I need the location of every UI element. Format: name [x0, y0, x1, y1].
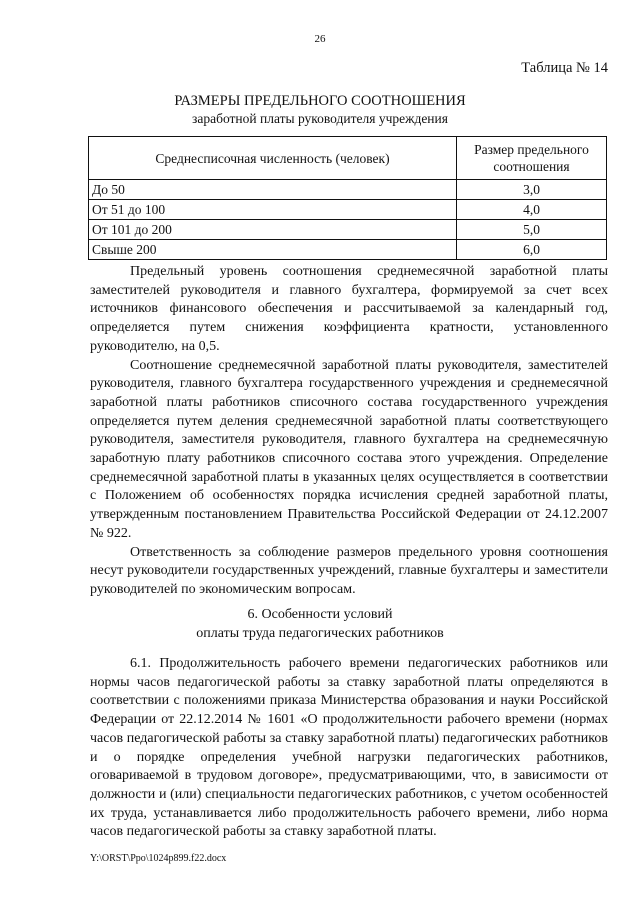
- row-range: От 101 до 200: [89, 220, 457, 240]
- file-path-footer: Y:\ORST\Ppo\1024p899.f22.docx: [90, 853, 227, 864]
- row-value: 6,0: [457, 240, 607, 260]
- table-row: [89, 220, 607, 240]
- table-row: [89, 180, 607, 200]
- paragraph-ratio-calculation: Соотношение среднемесячной заработной платы руководителя, заместителей руководителя, главного бухгалтера государственного учреждения и среднемесячной заработной платы работников списочного состава государственного учреждения определяется путем деления среднемесячной заработной платы соответствующего руководителя, заместителя руководителя, главного бухгалтера на среднемесячную заработную плату работников списочного состава этого учреждения. Определение среднемесячной заработной платы в указанных целях осуществляется в соответствии с Положением об особенностях порядка исчисления средней заработной платы, утвержденным постановлением Правительства Российской Федерации от 24.12.2007 № 922.: [90, 357, 608, 541]
- paragraph-6-1: 6.1. Продолжительность рабочего времени педагогических работников или нормы часов педагогической работы за ставку заработной платы определяются в соответствии с положениями приказа Министерства образования и науки Российской Федерации от 22.12.2014 № 1601 «О продолжительности рабочего времени (нормах часов педагогической работы за ставку заработной платы) педагогических работников и о порядке определения учебной нагрузки педагогических работников, оговариваемой в трудовом договоре», предусматривающими, что, в зависимости от должности и (или) специальности педагогических работников, с учетом особенностей их труда, устанавливается либо продолжительность рабочего времени, либо норма часов педагогической работы за ставку заработной платы.: [90, 656, 608, 840]
- row-value: 5,0: [457, 220, 607, 240]
- row-value: 4,0: [457, 200, 607, 220]
- header-ratio: Размер предельного соотношения: [457, 137, 607, 180]
- row-value: 3,0: [457, 180, 607, 200]
- row-range: От 51 до 100: [89, 200, 457, 220]
- page-number: 26: [314, 33, 326, 45]
- paragraph-deputy-ratio: Предельный уровень соотношения среднемесячной заработной платы заместителей руководителя и главного бухгалтера, формируемой за счет всех источников финансового обеспечения и рассчитываемой за календарный год, определяется путем снижения коэффициента кратности, установленного руководителю, на 0,5.: [90, 264, 608, 354]
- section-body: [90, 655, 608, 842]
- header-headcount: Среднесписочная численность (человек): [89, 137, 457, 180]
- table-label: Таблица № 14: [521, 60, 608, 76]
- ratio-table: [88, 136, 607, 260]
- paragraph-responsibility: Ответственность за соблюдение размеров предельного уровня соотношения несут руководители государственных учреждений, главные бухгалтеры и заместители руководителей по экономическим вопросам.: [90, 544, 608, 597]
- row-range: Свыше 200: [89, 240, 457, 260]
- document-title: РАЗМЕРЫ ПРЕДЕЛЬНОГО СООТНОШЕНИЯ: [174, 93, 466, 109]
- document-subtitle: заработной платы руководителя учреждения: [192, 111, 448, 126]
- table-row: [89, 200, 607, 220]
- section-title-line1: 6. Особенности условий: [247, 607, 393, 622]
- section-title-line2: оплаты труда педагогических работников: [196, 626, 444, 641]
- row-range: До 50: [89, 180, 457, 200]
- table-header-row: [89, 137, 607, 180]
- table-row: [89, 240, 607, 260]
- body-text: [90, 263, 608, 600]
